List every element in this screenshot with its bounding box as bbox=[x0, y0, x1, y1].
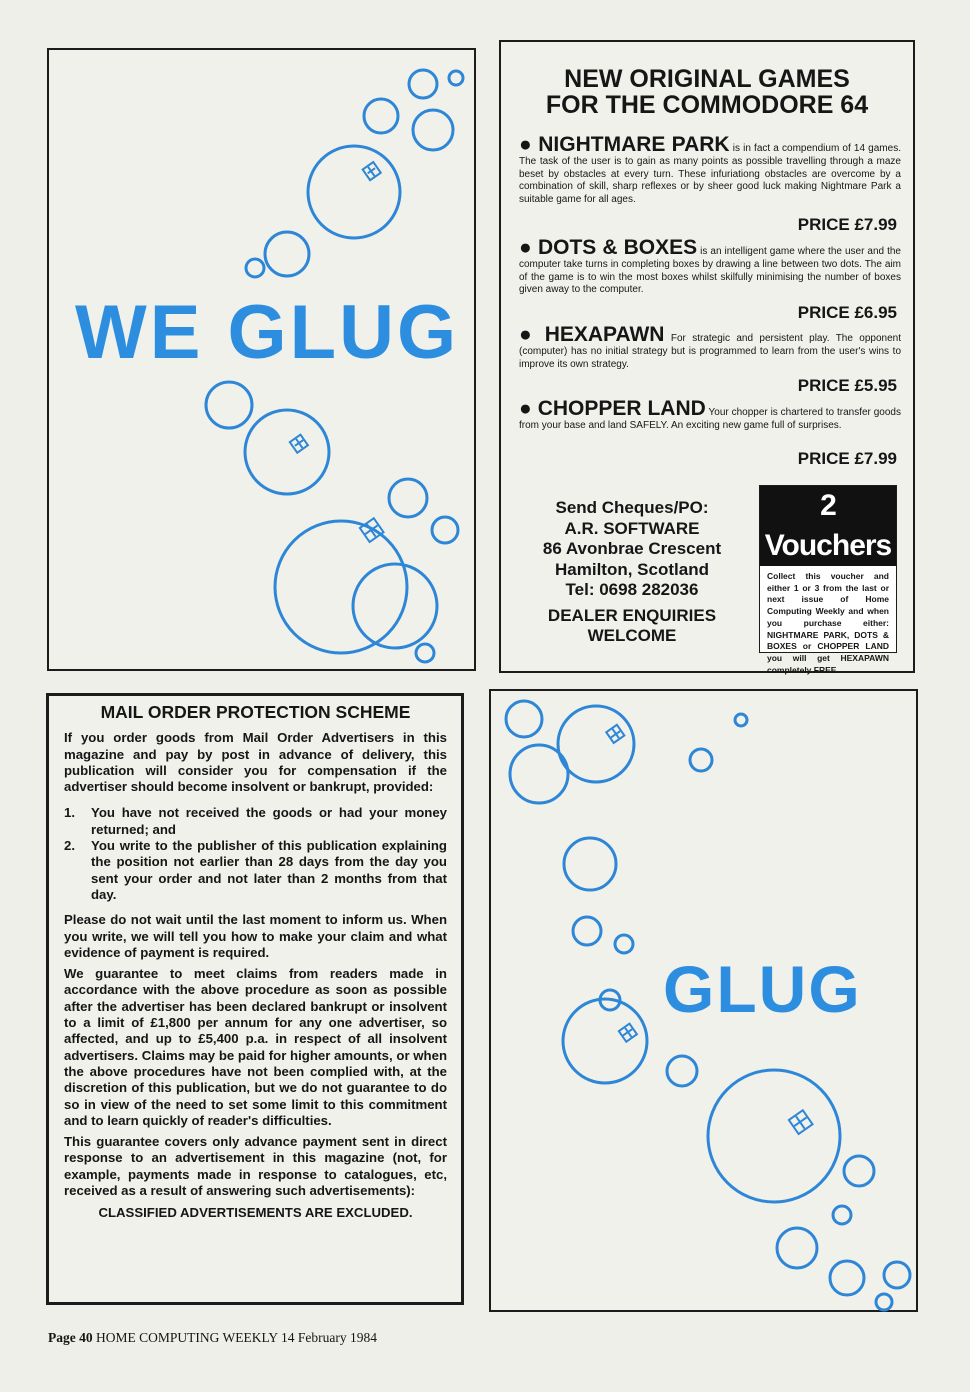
game-name: NIGHTMARE PARK bbox=[538, 133, 730, 156]
game-price: PRICE £5.95 bbox=[797, 376, 897, 395]
mops-title: MAIL ORDER PROTECTION SCHEME bbox=[100, 702, 411, 722]
mops-exclusion: CLASSIFIED ADVERTISEMENTS ARE EXCLUDED. bbox=[98, 1205, 413, 1221]
page-footer bbox=[48, 1330, 377, 1346]
mops-paragraph: This guarantee covers only advance payment sent in direct response to an advertisement in this magazine (not, for example, payments made in response to catalogues, etc, received as a result of answering such advertisements): bbox=[64, 1134, 447, 1199]
mail-order-protection-scheme bbox=[46, 693, 464, 1305]
condition-number: 2. bbox=[64, 838, 75, 854]
condition-text: You have not received the goods or had your money returned; and bbox=[91, 805, 447, 837]
game-price: PRICE £7.99 bbox=[797, 215, 897, 234]
page-number: Page 40 bbox=[48, 1330, 93, 1345]
game-item: ● HEXAPAWN For strategic and persistent play. The opponent (computer) has no initial strategy but is programmed to learn from the user's wins to improve its own strategy. bbox=[519, 323, 901, 370]
bubble bbox=[506, 701, 542, 737]
address-line: Hamilton, Scotland bbox=[555, 559, 709, 579]
game-price: PRICE £7.99 bbox=[797, 449, 897, 468]
game-name: DOTS & BOXES bbox=[537, 236, 698, 259]
bubble bbox=[884, 1262, 910, 1288]
game-price: PRICE £6.95 bbox=[797, 303, 897, 322]
game-name: CHOPPER LAND bbox=[537, 397, 706, 420]
games-title-line2: FOR THE COMMODORE 64 bbox=[545, 91, 869, 119]
game-item: ● CHOPPER LAND Your chopper is chartered to transfer goods from your base and land SAFELY. An exciting new game full of surprises. bbox=[519, 397, 901, 431]
mops-paragraph: Please do not wait until the last moment to inform us. When you write, we will tell you how to make your claim and what evidence of payment is required. bbox=[64, 912, 447, 960]
glug-ad bbox=[489, 689, 918, 1312]
condition-item bbox=[64, 805, 447, 838]
game-description: is an intelligent game where the user and the computer take turns in completing boxes by drawing a line between two dots. The aim of the game is to win the most boxes whilst skilfully minimising the number of boxes given away to the computer. bbox=[519, 246, 901, 295]
bubble bbox=[416, 644, 434, 662]
bubble bbox=[353, 564, 437, 648]
bubble bbox=[690, 749, 712, 771]
bubble bbox=[432, 517, 458, 543]
bubble bbox=[708, 1070, 840, 1202]
game-description: For strategic and persistent play. The opponent (computer) has no initial strategy but is programmed to learn from the user's wins to improve its own strategy. bbox=[519, 333, 901, 370]
bubble bbox=[206, 382, 252, 428]
bubble bbox=[564, 838, 616, 890]
bubble bbox=[844, 1156, 874, 1186]
bubble bbox=[246, 259, 264, 277]
bubble bbox=[449, 71, 463, 85]
bubble bbox=[777, 1228, 817, 1268]
condition-number: 1. bbox=[64, 805, 75, 821]
address-line: Tel: 0698 282036 bbox=[565, 580, 699, 599]
bubble bbox=[615, 935, 633, 953]
bubble bbox=[409, 70, 437, 98]
dealer-welcome: WELCOME bbox=[587, 626, 677, 645]
order-address bbox=[523, 498, 741, 647]
game-item: ● NIGHTMARE PARK is in fact a compendium of 14 games. The task of the user is to gain as many points as possible travelling through a maze beset by obstacles at every turn. These infuriationg obstacles are overcome by a combination of skill, sharp reflexes or by sheer good luck making Nightmare Park a suitable game for all ages. bbox=[519, 133, 901, 205]
games-ad bbox=[499, 40, 915, 673]
glug-headline: GLUG bbox=[663, 952, 862, 1026]
games-title-line1: NEW ORIGINAL GAMES bbox=[564, 65, 850, 93]
bubble bbox=[573, 917, 601, 945]
bubble bbox=[876, 1294, 892, 1310]
bubble bbox=[830, 1261, 864, 1295]
game-description: is in fact a compendium of 14 games. The task of the user is to gain as many points as possible travelling through a maze beset by obstacles at every turn. These infuriationg obstacles are overcome by a combination of skill, sharp reflexes or by sheer good luck making Nightmare Park a suitable game for all ages. bbox=[519, 143, 901, 205]
address-line: Send Cheques/PO: bbox=[555, 498, 709, 517]
bubble bbox=[245, 410, 329, 494]
address-line: 86 Avonbrae Crescent bbox=[542, 539, 722, 558]
bubble bbox=[558, 706, 634, 782]
game-item: ● DOTS & BOXES is an intelligent game where the user and the computer take turns in completing boxes by drawing a line between two dots. The aim of the game is to win the most boxes whilst skilfully minimising the number of boxes given away to the computer. bbox=[519, 236, 901, 295]
we-glug-headline: WE GLUG bbox=[75, 290, 460, 375]
bubble bbox=[364, 99, 398, 133]
bubble bbox=[563, 999, 647, 1083]
we-glug-ad bbox=[47, 48, 476, 671]
condition-item bbox=[64, 838, 447, 903]
bubble bbox=[389, 479, 427, 517]
bubble bbox=[308, 146, 400, 238]
bubble-highlight bbox=[606, 725, 812, 1134]
magazine-name: HOME COMPUTING WEEKLY bbox=[96, 1330, 278, 1345]
game-name: HEXAPAWN bbox=[544, 323, 665, 346]
bubble bbox=[510, 745, 568, 803]
bubble bbox=[667, 1056, 697, 1086]
bubble bbox=[275, 521, 407, 653]
voucher-text: Collect this voucher and either 1 or 3 from the last or next issue of Home Computing Weekly and when you purchase either: NIGHTMARE PARK, DOTS & BOXES or CHOPPER LAND you will get HEXAPAWN completely FREE. bbox=[767, 571, 889, 675]
game-description: Your chopper is chartered to transfer goods from your base and land SAFELY. An exciting new game full of surprises. bbox=[519, 407, 901, 431]
mops-intro: If you order goods from Mail Order Advertisers in this magazine and pay by post in advance of delivery, this publication will consider you for compensation if the advertiser should become insolvent or bankrupt, provided: bbox=[64, 730, 447, 795]
voucher bbox=[759, 485, 897, 675]
bubble bbox=[833, 1206, 851, 1224]
condition-text: You write to the publisher of this publication explaining the position not earlier than 28 days from the day you sent your order and not later than 2 months from that day. bbox=[91, 838, 447, 902]
bubble bbox=[413, 110, 453, 150]
bubble bbox=[265, 232, 309, 276]
voucher-title: 2 Vouchers bbox=[760, 486, 896, 566]
dealer-enquiries: DEALER ENQUIRIES bbox=[547, 605, 717, 625]
issue-date: 14 February 1984 bbox=[281, 1330, 377, 1345]
mops-paragraph: We guarantee to meet claims from readers made in accordance with the above procedure as soon as possible after the advertiser has been declared bankrupt or insolvent to a limit of £1,800 per annum for any one advertiser, so affected, and up to £5,400 p.a. in respect of all insolvent advertisers. Claims may be paid for higher amounts, or when the above procedures have not been complied with, at the discretion of this publication, but we do not guarantee to do so in view of the need to set some limit to this commitment and to learn quickly of reader's difficulties. bbox=[64, 966, 447, 1128]
address-line: A.R. SOFTWARE bbox=[564, 518, 700, 538]
bubble bbox=[735, 714, 747, 726]
